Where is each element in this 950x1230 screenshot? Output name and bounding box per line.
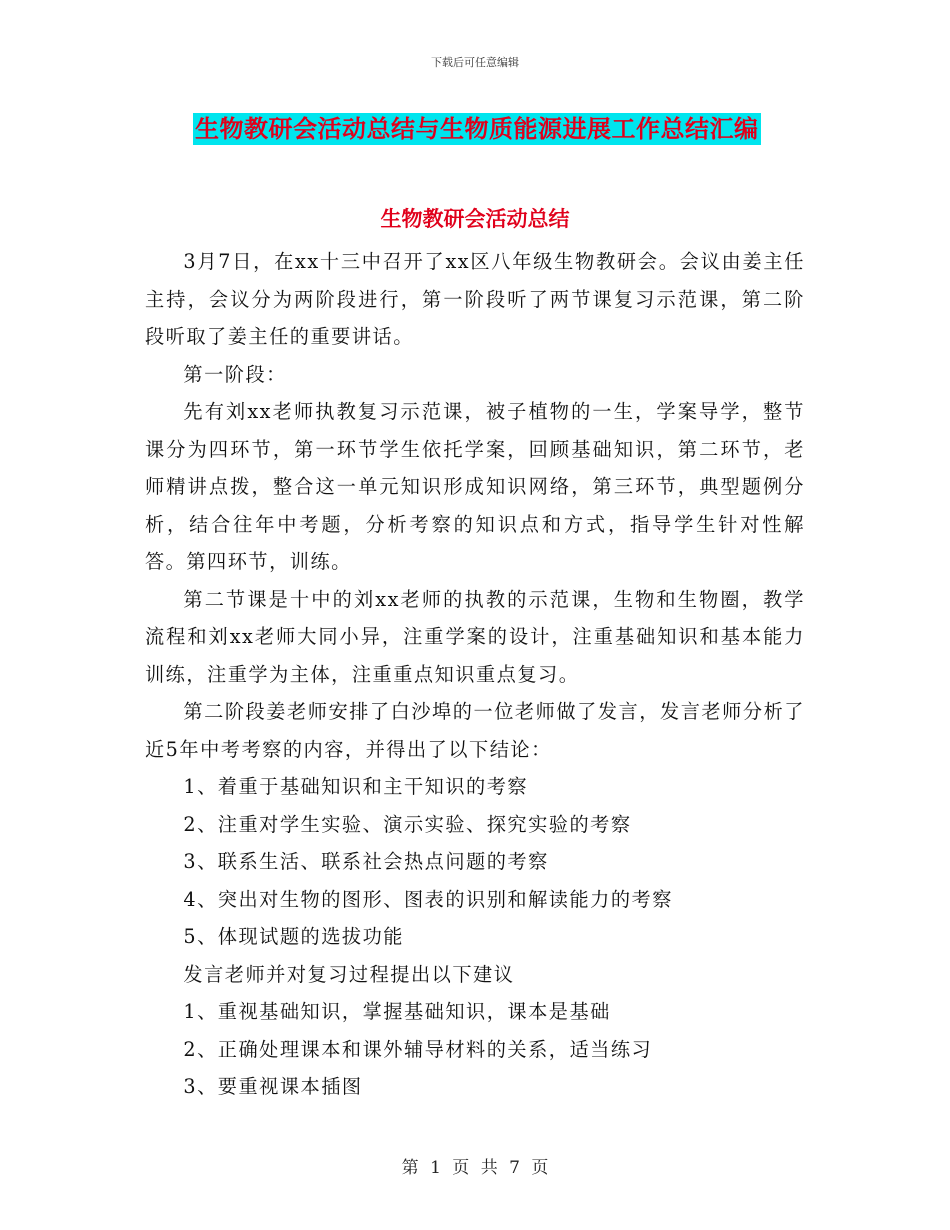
paragraph-first-lesson: 先有刘xx老师执教复习示范课，被子植物的一生，学案导学，整节课分为四环节，第一环节学生依托学案，回顾基础知识，第二环节，老师精讲点拨，整合这一单元知识形成知识网络，第三环节，典型题例分析，结合往年中考题，分析考察的知识点和方式，指导学生针对性解答。第四环节，训练。 (145, 400, 805, 573)
conclusion-item-3: 3、联系生活、联系社会热点问题的考察 (183, 850, 549, 873)
header-note: 下载后可任意编辑 (431, 56, 519, 69)
conclusion-item-5: 5、体现试题的选拔功能 (183, 925, 404, 948)
paragraph-second-lesson: 第二节课是十中的刘xx老师的执教的示范课，生物和生物圈，教学流程和刘xx老师大同小异，注重学案的设计，注重基础知识和基本能力训练，注重学为主体，注重重点知识重点复习。 (145, 587, 805, 686)
page-number-footer: 第 1 页 共 7 页 (401, 1158, 549, 1178)
paragraph-meeting-intro: 3月7日，在xx十三中召开了xx区八年级生物教研会。会议由姜主任主持，会议分为两阶段进行，第一阶段听了两节课复习示范课，第二阶段听取了姜主任的重要讲话。 (145, 250, 805, 348)
conclusion-item-2: 2、注重对学生实验、演示实验、探究实验的考察 (183, 812, 632, 836)
conclusion-item-1: 1、着重于基础知识和主干知识的考察 (183, 775, 529, 798)
main-title-highlight (193, 113, 761, 145)
suggestion-item-3: 3、要重视课本插图 (183, 1075, 363, 1098)
document-body (145, 243, 805, 1106)
section-title: 生物教研会活动总结 (380, 207, 570, 231)
conclusion-item-4: 4、突出对生物的图形、图表的识别和解读能力的考察 (183, 887, 673, 911)
suggestions-intro: 发言老师并对复习过程提出以下建议 (183, 962, 515, 986)
suggestion-item-2: 2、正确处理课本和课外辅导材料的关系，适当练习 (183, 1037, 653, 1061)
paragraph-stage-two: 第二阶段姜老师安排了白沙埠的一位老师做了发言，发言老师分析了近5年中考考察的内容，并得出了以下结论： (145, 700, 805, 761)
suggestion-item-1: 1、重视基础知识，掌握基础知识，课本是基础 (183, 1000, 611, 1023)
paragraph-stage-one-heading: 第一阶段： (183, 362, 287, 386)
document-title: 生物教研会活动总结与生物质能源进展工作总结汇编 (195, 115, 759, 143)
